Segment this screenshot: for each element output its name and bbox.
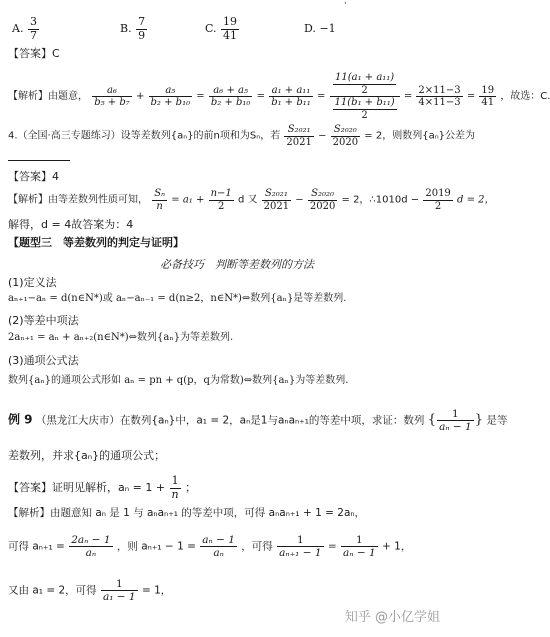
analysis-9: 【解析】由题意知 aₙ 是 1 与 aₙaₙ₊₁ 的等差中项，可得 aₙaₙ₊₁ + 1 = 2aₙ， xyxy=(8,507,366,519)
method-2-title: (2)等差中项法 xyxy=(8,314,79,327)
fraction: $\frac{1}{\text{aₙ − 1}}$ xyxy=(343,534,376,560)
compound-fraction: $\frac{\frac{\text{11(a₁ + a₁₁)}}{2}}{\frac{\text{11(b₁ + b₁₁)}}{2}}$ xyxy=(330,72,400,121)
fraction: $\frac{\text{S₂₀₂₁}}{2021}$ xyxy=(263,188,290,212)
fraction: $\frac{\text{a₆ + a₅}}{\text{b₂ + b₁₀}}$ xyxy=(210,84,251,108)
analysis-1: 【解析】由题意， $\frac{\text{a₆}}{\text{b₅ + b₇}}$ + $\frac{\text{a₅}}{\text{b₂ + b₁₀}}$ = $\frac{\text{a₆ + a₅}}{\text{b₂ + b₁₀}}$ = $\frac{\text{a₁ + a₁₁}}{\text{b₁ + b₁₁}}$ = $\frac{\frac{\text{11(a₁ + a₁₁)}}{2}}{\frac{\text{11(b₁ + b₁₁)}}{2}}$ = $\frac{2\times 11-3}{4\times 11-3}$ = $\frac{19}{41}$ ，故选：C. xyxy=(8,72,550,121)
option-label: C. xyxy=(205,22,217,36)
fraction: $\frac{\text{S₂₀₂₀}}{2020}$ xyxy=(309,188,336,212)
option-b xyxy=(120,16,148,42)
fraction: $\frac{\text{a₆}}{\text{b₅ + b₇}}$ xyxy=(94,84,130,108)
fraction: $\frac{1}{\text{a₁ − 1}}$ xyxy=(102,578,136,604)
derivation: 可得 aₙ₊₁ = $\frac{\text{2aₙ − 1}}{\text{aₙ}}$ ，则 aₙ₊₁ − 1 = $\frac{\text{aₙ − 1}}{\text{aₙ}}$ ，可得 $\frac{1}{\text{aₙ₊₁ − 1}}$ = $\frac{1}{\text{aₙ − 1}}$ + 1， xyxy=(8,534,412,560)
option-label: A. xyxy=(12,22,24,36)
fraction: $\frac{1}{\text{aₙ₊₁ − 1}}$ xyxy=(279,534,322,560)
fraction: $\frac{\text{2aₙ − 1}}{\text{aₙ}}$ xyxy=(71,534,111,560)
topic-3-heading: 【题型三 等差数列的判定与证明】 xyxy=(8,236,184,249)
fraction: $\frac{n-1}{2}$ xyxy=(210,188,232,212)
option-d xyxy=(304,22,336,35)
example-9-line2: 差数列，并求{aₙ}的通项公式； xyxy=(8,449,166,462)
fraction: $\frac{1}{n}$ xyxy=(171,474,179,501)
fraction: $\frac{\text{aₙ − 1}}{\text{aₙ}}$ xyxy=(202,534,235,560)
corner-mark: ˈ xyxy=(344,2,347,12)
method-title: 必备技巧 判断等差数列的方法 xyxy=(160,258,314,271)
answer-1: 【答案】C xyxy=(8,47,60,60)
method-1-title: (1)定义法 xyxy=(8,276,57,289)
method-2-body: 2aₙ₊₁ = aₙ + aₙ₊₂(n∈N*)⇔数列{aₙ}为等差数列. xyxy=(8,332,234,343)
fraction: $\frac{\text{S₂₀₂₁}}{2021}$ xyxy=(286,124,312,148)
fraction: $\frac{7}{9}$ xyxy=(138,15,146,42)
option-value: −1 xyxy=(319,22,336,35)
method-1-body: aₙ₊₁−aₙ = d(n∈N*)或 aₙ−aₙ₋₁ = d(n≥2，n∈N*)⇔数列{aₙ}是等差数列. xyxy=(8,293,347,304)
fraction: $\frac{\text{S₂₀₂₀}}{2020}$ xyxy=(332,124,359,148)
fraction: $\frac{3}{7}$ xyxy=(29,15,37,42)
solve-4: 解得，d = 4故答案为：4 xyxy=(8,218,134,231)
method-3-body: 数列{aₙ}的通项公式形如 aₙ = pn + q(p，q为常数)⇔数列{aₙ}为等差数列. xyxy=(8,375,349,386)
question-4: 4.（全国·高三专题练习）设等差数列{aₙ}的前n项和为Sₙ，若 $\frac{\text{S₂₀₂₁}}{2021}$ − $\frac{\text{S₂₀₂₀}}{2020}$ = 2，则数列{aₙ}公差为 xyxy=(8,124,476,148)
fraction: $\frac{19}{41}$ xyxy=(481,84,495,108)
option-label: D. xyxy=(304,22,316,35)
answer-9: 【答案】证明见解析，aₙ = 1 + $\frac{1}{n}$ ； xyxy=(8,474,197,501)
fraction: $\frac{19}{41}$ xyxy=(223,15,238,42)
answer-blank xyxy=(8,150,70,164)
option-label: B. xyxy=(120,22,132,36)
example-9: 例 9 （黑龙江大庆市）在数列{aₙ}中，a₁ = 2，aₙ是1与aₙaₙ₊₁的等差中项，求证：数列 { $\frac{1}{\text{aₙ − 1}}$ } 是等 xyxy=(8,408,508,434)
method-3-title: (3)通项公式法 xyxy=(8,354,79,367)
analysis-4: 【解析】由等差数列性质可知， $\frac{\text{Sₙ}}{n}$ = a₁ + $\frac{n-1}{2}$ d 又 $\frac{\text{S₂₀₂₁}}{2021}$ − $\frac{\text{S₂₀₂₀}}{2020}$ = 2，∴1010d − $\frac{2019}{2}$ d = 2， xyxy=(8,188,495,212)
watermark: 知乎 @小亿学姐 xyxy=(344,610,440,625)
option-c xyxy=(205,16,240,42)
fraction: $\frac{2\times 11-3}{4\times 11-3}$ xyxy=(418,84,461,108)
fraction: $\frac{\text{Sₙ}}{n}$ xyxy=(154,188,166,212)
answer-4: 【答案】4 xyxy=(8,170,59,183)
last-line: 又由 a₁ = 2，可得 $\frac{1}{\text{a₁ − 1}}$ = 1， xyxy=(8,578,172,604)
fraction: $\frac{2019}{2}$ xyxy=(425,188,451,212)
fraction: $\frac{\text{a₅}}{\text{b₂ + b₁₀}}$ xyxy=(150,84,191,108)
fraction: $\frac{\text{a₁ + a₁₁}}{\text{b₁ + b₁₁}}$ xyxy=(271,84,311,108)
option-a xyxy=(12,16,40,42)
fraction: $\frac{1}{\text{aₙ − 1}}$ xyxy=(439,408,472,434)
